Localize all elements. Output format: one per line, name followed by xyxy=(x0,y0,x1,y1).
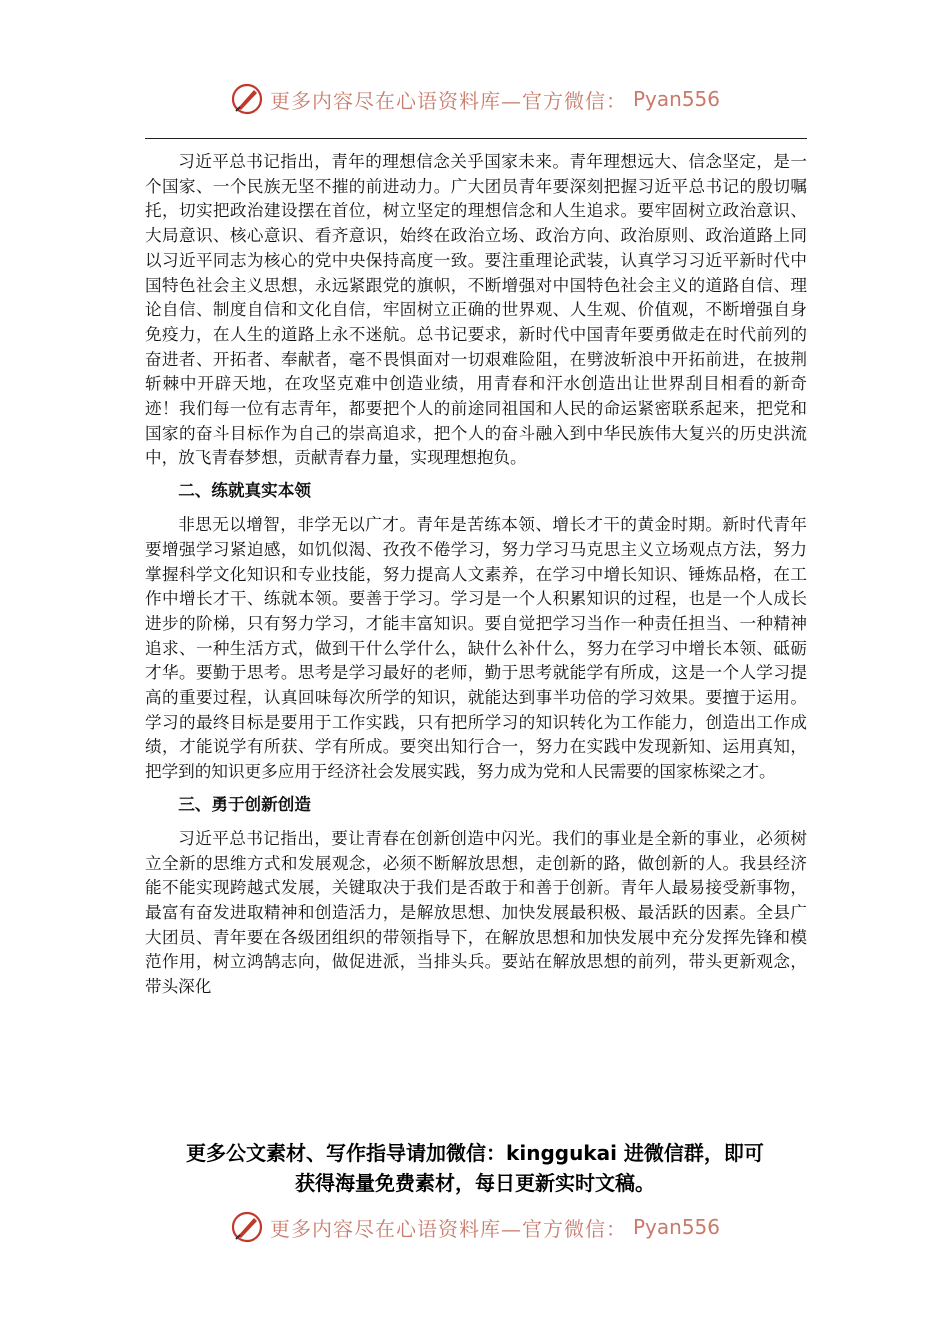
quill-logo-icon xyxy=(230,82,264,116)
paragraph-innovation: 习近平总书记指出，要让青春在创新创造中闪光。我们的事业是全新的事业，必须树立全新的思维方式和发展观念，必须不断解放思想，走创新的路，做创新的人。我县经济能不能实现跨越式发展，关键取决于我们是否敢于和善于创新。青年人最易接受新事物，最富有奋发进取精神和创造活力，是解放思想、加快发展最积极、最活跃的因素。全县广大团员、青年要在各级团组织的带领指导下，在解放思想和加快发展中充分发挥先锋和模范作用，树立鸿鹄志向，做促进派，当排头兵。要站在解放思想的前列，带头更新观念，带头深化 xyxy=(145,828,807,997)
quill-logo-icon xyxy=(230,1210,264,1244)
paragraph-ideals: 习近平总书记指出，青年的理想信念关乎国家未来。青年理想远大、信念坚定，是一个国家、一个民族无坚不摧的前进动力。广大团员青年要深刻把握习近平总书记的殷切嘱托，切实把政治建设摆在首位，树立坚定的理想信念和人生追求。要牢固树立政治意识、大局意识、核心意识、看齐意识，始终在政治立场、政治方向、政治原则、政治道路上同以习近平同志为核心的党中央保持高度一致。要注重理论武装，认真学习习近平新时代中国特色社会主义思想，永远紧跟党的旗帜，不断增强对中国特色社会主义的道路自信、理论自信、制度自信和文化自信，牢固树立正确的世界观、人生观、价值观，不断增强自身免疫力，在人生的道路上永不迷航。总书记要求，新时代中国青年要勇做走在时代前列的奋进者、开拓者、奉献者，毫不畏惧面对一切艰难险阻，在劈波斩浪中开拓前进，在披荆斩棘中开辟天地，在攻坚克难中创造业绩，用青春和汗水创造出让世界刮目相看的新奇迹！我们每一位有志青年，都要把个人的前途同祖国和人民的命运紧密联系起来，把党和国家的奋斗目标作为自己的崇高追求，把个人的奋斗融入到中华民族伟大复兴的历史洪流中，放飞青春梦想，贡献青春力量，实现理想抱负。 xyxy=(145,152,807,468)
promo-line-2: 获得海量免费素材，每日更新实时文稿。 xyxy=(295,1171,655,1195)
promo-banner xyxy=(130,1138,820,1198)
document-body xyxy=(145,150,807,1000)
paragraph-skills: 非思无以增智，非学无以广才。青年是苦练本领、增长才干的黄金时期。新时代青年要增强学习紧迫感，如饥似渴、孜孜不倦学习，努力学习马克思主义立场观点方法，努力掌握科学文化知识和专业技能，努力提高人文素养，在学习中增长知识、锤炼品格，在工作中增长才干、练就本领。要善于学习。学习是一个人积累知识的过程，也是一个人成长进步的阶梯，只有努力学习，才能丰富知识。要自觉把学习当作一种责任担当、一种精神追求、一种生活方式，做到干什么学什么，缺什么补什么，努力在学习中增长本领、砥砺才华。要勤于思考。思考是学习最好的老师，勤于思考就能学有所成，这是一个人学习提高的重要过程，认真回味每次所学的知识，就能达到事半功倍的学习效果。要擅于运用。学习的最终目标是要用于工作实践，只有把所学习的知识转化为工作能力，创造出工作成绩，才能说学有所获、学有所成。要突出知行合一，努力在实践中发现新知、运用真知，把学到的知识更多应用于经济社会发展实践，努力成为党和人民需要的国家栋梁之才。 xyxy=(145,515,807,782)
section-heading-innovation: 三、勇于创新创造 xyxy=(178,794,311,814)
promo-line-1: 更多公文素材、写作指导请加微信：kinggukai 进微信群，即可 xyxy=(186,1141,764,1165)
section-heading-skills: 二、练就真实本领 xyxy=(178,481,311,501)
header-divider xyxy=(145,138,807,139)
header-watermark xyxy=(0,82,950,116)
watermark-wechat-id: Pyan556 xyxy=(632,87,720,111)
watermark-text: 更多内容尽在心语资料库—官方微信： xyxy=(269,1216,627,1241)
watermark-text: 更多内容尽在心语资料库—官方微信： xyxy=(269,88,627,113)
watermark-wechat-id: Pyan556 xyxy=(632,1215,720,1239)
footer-watermark xyxy=(0,1210,950,1244)
